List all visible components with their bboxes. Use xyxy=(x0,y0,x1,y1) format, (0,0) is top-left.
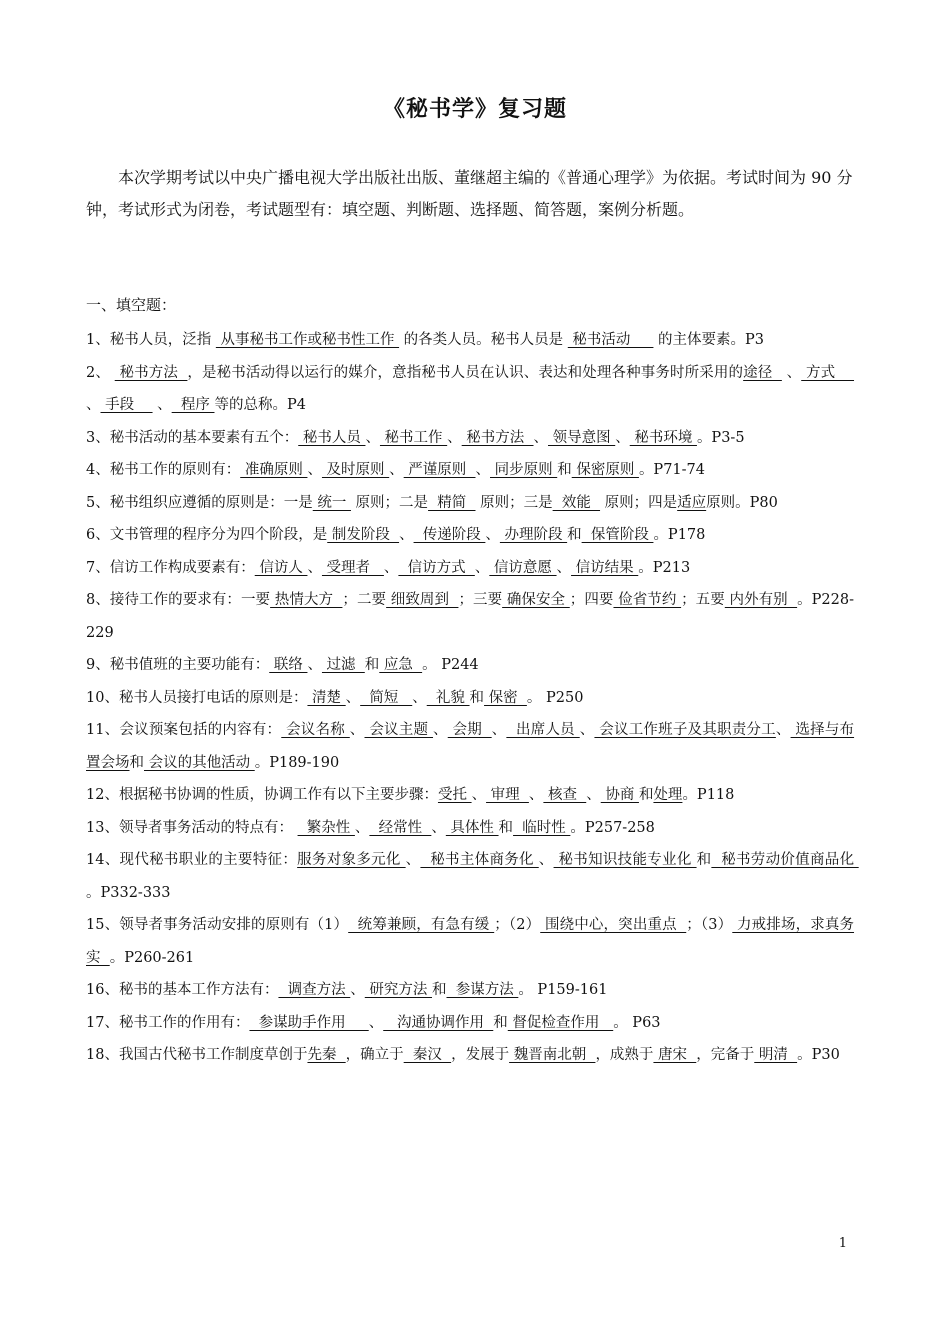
answer-blank: 途径 xyxy=(743,364,782,381)
question-text: 。P260-261 xyxy=(109,949,195,966)
answer-blank: 联络 xyxy=(269,657,308,673)
question-item xyxy=(86,422,854,455)
question-text: 、 xyxy=(354,819,370,836)
question-text: 11、会议预案包括的内容有： xyxy=(86,722,282,738)
question-text: 、 xyxy=(615,429,630,446)
answer-blank: 严谨原则 xyxy=(403,462,476,478)
question-text: 和 xyxy=(469,689,485,706)
question-text: 和 xyxy=(364,657,380,673)
answer-blank: 程序 xyxy=(171,397,215,413)
question-text: 、 xyxy=(389,462,404,478)
question-text: 的主体要素。P3 xyxy=(653,332,765,348)
question-text: 、 xyxy=(365,429,380,446)
question-text: 、 xyxy=(383,559,399,576)
answer-blank: 精简 xyxy=(428,494,476,511)
question-text: 、 xyxy=(86,397,101,413)
question-text: 、 xyxy=(307,657,322,673)
answer-blank: 内外有别 xyxy=(724,592,798,608)
answer-blank: 调查方法 xyxy=(278,982,351,998)
answer-blank: 服务对象多元化 xyxy=(297,852,406,868)
question-text: 。P189-190 xyxy=(254,754,340,771)
question-text: 、 xyxy=(475,462,490,478)
question-text: ；五要 xyxy=(681,592,725,608)
answer-blank: 临时性 xyxy=(513,819,571,836)
answer-blank: 传递阶段 xyxy=(413,527,486,543)
question-text: 3、秘书活动的基本要素有五个： xyxy=(86,429,299,446)
question-text: 原则；四是 xyxy=(600,494,678,511)
question-text: 。P213 xyxy=(638,559,691,576)
answer-blank: 统筹兼顾，有急有缓 xyxy=(348,917,495,933)
answer-blank: 制发阶段 xyxy=(327,527,400,543)
question-text: 和 xyxy=(557,462,572,478)
question-text: ；二要 xyxy=(342,592,387,608)
question-text: 17、秘书工作的作用有： xyxy=(86,1014,250,1031)
answer-blank: 统一 xyxy=(312,494,351,511)
answer-blank: 方式 xyxy=(801,364,855,381)
answer-blank: 沟通协调作用 xyxy=(383,1014,494,1031)
answer-blank: 围绕中心，突出重点 xyxy=(540,917,687,933)
question-text: 、 xyxy=(579,722,595,738)
question-item xyxy=(86,552,854,585)
question-text: 2、 xyxy=(86,364,115,381)
question-text: 。P228-229 xyxy=(86,592,855,641)
answer-blank: 先秦 xyxy=(307,1047,346,1063)
answer-blank: 秘书方法 xyxy=(461,429,534,446)
question-text: 和 xyxy=(129,754,144,771)
answer-blank: 魏晋南北朝 xyxy=(509,1047,596,1063)
answer-blank: 会议工作班子及其职责分工 xyxy=(594,722,776,738)
question-text: 和 xyxy=(432,982,447,998)
question-text: 10、秘书人员接打电话的原则是： xyxy=(86,689,308,706)
question-text: 。 P244 xyxy=(422,657,479,673)
answer-blank: 简短 xyxy=(360,689,413,706)
answer-blank: 会议主题 xyxy=(364,722,434,738)
answer-blank: 秘书环境 xyxy=(629,429,697,446)
question-item xyxy=(86,779,854,812)
question-text: 、 xyxy=(307,462,322,478)
intro-paragraph: 本次学期考试以中央广播电视大学出版社出版、董继超主编的《普通心理学》为依据。考试时间为 90 分钟，考试形式为闭卷，考试题型有：填空题、判断题、选择题、简答题，案例分析题。 xyxy=(86,168,853,219)
question-text: 、 xyxy=(350,982,365,998)
answer-blank: 会期 xyxy=(447,722,492,738)
answer-blank: 保密 xyxy=(484,689,527,706)
answer-blank: 同步原则 xyxy=(490,462,558,478)
question-text: 、 xyxy=(775,722,791,738)
answer-blank: 清楚 xyxy=(307,689,346,706)
answer-blank: 信访方式 xyxy=(398,559,475,576)
answer-blank: 协商 xyxy=(600,787,639,803)
question-text: 6、文书管理的程序分为四个阶段，是 xyxy=(86,527,328,543)
question-item xyxy=(86,519,854,552)
question-text: 、 xyxy=(399,527,414,543)
question-text: 。 P159-161 xyxy=(518,982,608,998)
answer-blank: 热情大方 xyxy=(270,592,343,608)
question-text: 。P3-5 xyxy=(696,429,745,446)
question-item xyxy=(86,454,854,487)
answer-blank: 会议的其他活动 xyxy=(144,754,255,771)
question-text: ；（2） xyxy=(494,917,541,933)
question-text: 、 xyxy=(368,1014,384,1031)
question-text: 。P257-258 xyxy=(570,819,655,836)
question-text: 、 xyxy=(471,787,487,803)
question-text: 1、秘书人员，泛指 xyxy=(86,332,216,348)
question-text: 18、我国古代秘书工作制度草创于 xyxy=(86,1047,308,1063)
answer-blank: 秘书活动 xyxy=(567,332,654,348)
answer-blank: 审理 xyxy=(486,787,529,803)
document-title: 《秘书学》复习题 xyxy=(382,96,567,122)
question-item xyxy=(86,812,854,845)
question-text: 5、秘书组织应遵循的原则是：一是 xyxy=(86,494,313,511)
answer-blank: 过滤 xyxy=(321,657,365,673)
question-text: 、 xyxy=(433,722,448,738)
answer-blank: 唐宋 xyxy=(653,1047,697,1063)
question-text: 、 xyxy=(533,429,548,446)
question-text: 15、领导者事务活动安排的原则有（1） xyxy=(86,917,349,933)
section-heading: 一、填空题： xyxy=(86,296,177,314)
page-number: 1 xyxy=(838,1236,847,1251)
question-text: 14、现代秘书职业的主要特征： xyxy=(86,852,298,868)
question-text: 8、接待工作的要求有：一要 xyxy=(86,592,271,608)
question-item xyxy=(86,584,854,649)
question-text: 和 xyxy=(567,527,582,543)
question-item xyxy=(86,324,854,357)
question-text: 。P332-333 xyxy=(86,884,171,901)
answer-blank: 细致周到 xyxy=(386,592,459,608)
answer-blank: 参谋助手作用 xyxy=(249,1014,369,1031)
question-text: ，是秘书活动得以运行的媒介，意指秘书人员在认识、表达和处理各种事务时所采用的 xyxy=(187,364,744,381)
answer-blank: 从事秘书工作或秘书性工作 xyxy=(215,332,400,348)
question-item xyxy=(86,357,854,422)
question-text: 原则。P80 xyxy=(706,494,778,511)
question-text: 等的总称。P4 xyxy=(214,397,306,413)
answer-blank: 信访意愿 xyxy=(489,559,557,576)
question-list xyxy=(86,324,859,1072)
answer-blank: 参谋方法 xyxy=(446,982,519,998)
answer-blank: 力戒排场，求真务实 xyxy=(86,917,855,966)
answer-blank: 秘书工作 xyxy=(379,429,448,446)
answer-blank: 保密原则 xyxy=(571,462,639,478)
answer-blank: 督促检查作用 xyxy=(507,1014,614,1031)
question-text: 和 xyxy=(638,787,654,803)
question-text: 和 xyxy=(696,852,712,868)
answer-blank: 受托 xyxy=(437,787,472,803)
answer-blank: 俭省节约 xyxy=(613,592,682,608)
answer-blank: 繁杂性 xyxy=(297,819,355,836)
question-text: 、 xyxy=(412,689,427,706)
question-text: 、 xyxy=(431,819,446,836)
answer-blank: 秘书人员 xyxy=(298,429,366,446)
question-text: 原则；三是 xyxy=(475,494,553,511)
question-text: 、 xyxy=(586,787,601,803)
question-item xyxy=(86,714,854,779)
question-text: 12、根据秘书协调的性质，协调工作有以下主要步骤： xyxy=(86,787,438,803)
question-text: 。P118 xyxy=(682,787,735,803)
answer-blank: 保管阶段 xyxy=(581,527,654,543)
question-text: 13、领导者事务活动的特点有： xyxy=(86,819,298,836)
answer-blank: 受理者 xyxy=(321,559,384,576)
answer-blank: 秘书方法 xyxy=(114,364,188,381)
answer-blank: 秦汉 xyxy=(403,1047,452,1063)
question-text: 。P71-74 xyxy=(638,462,705,478)
question-text: 、 xyxy=(307,559,322,576)
question-item xyxy=(86,844,859,909)
question-item xyxy=(86,1039,854,1072)
question-text: 、 xyxy=(485,527,500,543)
question-text: 7、信访工作构成要素有： xyxy=(86,559,255,576)
question-text: 4、秘书工作的原则有： xyxy=(86,462,241,478)
question-text: 和 xyxy=(498,819,514,836)
answer-blank: 明清 xyxy=(754,1047,798,1063)
question-text: 原则；二是 xyxy=(350,494,429,511)
question-text: 、 xyxy=(405,852,421,868)
question-text: 。P178 xyxy=(653,527,706,543)
answer-blank: 领导意图 xyxy=(548,429,616,446)
answer-blank: 研究方法 xyxy=(364,982,432,998)
answer-blank: 秘书劳动价值商品化 xyxy=(711,852,859,868)
answer-blank: 信访人 xyxy=(254,559,308,576)
answer-blank: 出席人员 xyxy=(506,722,580,738)
answer-blank: 核查 xyxy=(543,787,587,803)
question-item xyxy=(86,487,854,520)
question-text: 。 P63 xyxy=(613,1014,661,1031)
question-text: 、 xyxy=(491,722,507,738)
question-text: 的各类人员。秘书人员是 xyxy=(399,332,568,348)
question-text: ，完备于 xyxy=(696,1047,755,1063)
answer-blank: 办理阶段 xyxy=(499,527,568,543)
answer-blank: 准确原则 xyxy=(240,462,308,478)
answer-blank: 手段 xyxy=(100,397,153,413)
question-text: 、 xyxy=(447,429,462,446)
question-text: 、 xyxy=(781,364,802,381)
question-item xyxy=(86,974,854,1007)
answer-blank: 秘书知识技能专业化 xyxy=(553,852,697,868)
question-text: 、 xyxy=(538,852,554,868)
answer-blank: 确保安全 xyxy=(502,592,570,608)
question-item xyxy=(86,682,854,715)
answer-blank: 会议名称 xyxy=(281,722,350,738)
answer-blank: 经常性 xyxy=(369,819,432,836)
question-text: ；四要 xyxy=(569,592,614,608)
answer-blank: 具体性 xyxy=(445,819,499,836)
question-text: ，发展于 xyxy=(451,1047,510,1063)
question-text: 、 xyxy=(528,787,544,803)
question-item xyxy=(86,649,854,682)
question-text: 、 xyxy=(556,559,572,576)
answer-blank: 信访结果 xyxy=(571,559,639,576)
answer-blank: 应急 xyxy=(379,657,423,673)
question-text: 9、秘书值班的主要功能有： xyxy=(86,657,270,673)
answer-blank: 及时原则 xyxy=(321,462,390,478)
answer-blank: 秘书主体商务化 xyxy=(420,852,539,868)
answer-blank: 选择与布置会场 xyxy=(86,722,855,771)
question-text: 、 xyxy=(152,397,172,413)
question-text: ，确立于 xyxy=(345,1047,404,1063)
answer-blank: 效能 xyxy=(552,494,601,511)
answer-blank: 适应 xyxy=(677,494,707,511)
question-text: 、 xyxy=(345,689,361,706)
answer-blank: 礼貌 xyxy=(426,689,470,706)
question-text: 、 xyxy=(349,722,365,738)
question-text: ；（3） xyxy=(686,917,733,933)
question-text: 16、秘书的基本工作方法有： xyxy=(86,982,279,998)
question-item xyxy=(86,1007,854,1040)
question-text: 。P30 xyxy=(797,1047,840,1063)
question-item xyxy=(86,909,854,974)
question-text: 。 P250 xyxy=(526,689,584,706)
question-text: ，成熟于 xyxy=(595,1047,654,1063)
answer-blank: 处理 xyxy=(653,787,683,803)
question-text: 和 xyxy=(493,1014,508,1031)
question-text: ；三要 xyxy=(458,592,503,608)
question-text: 、 xyxy=(474,559,490,576)
